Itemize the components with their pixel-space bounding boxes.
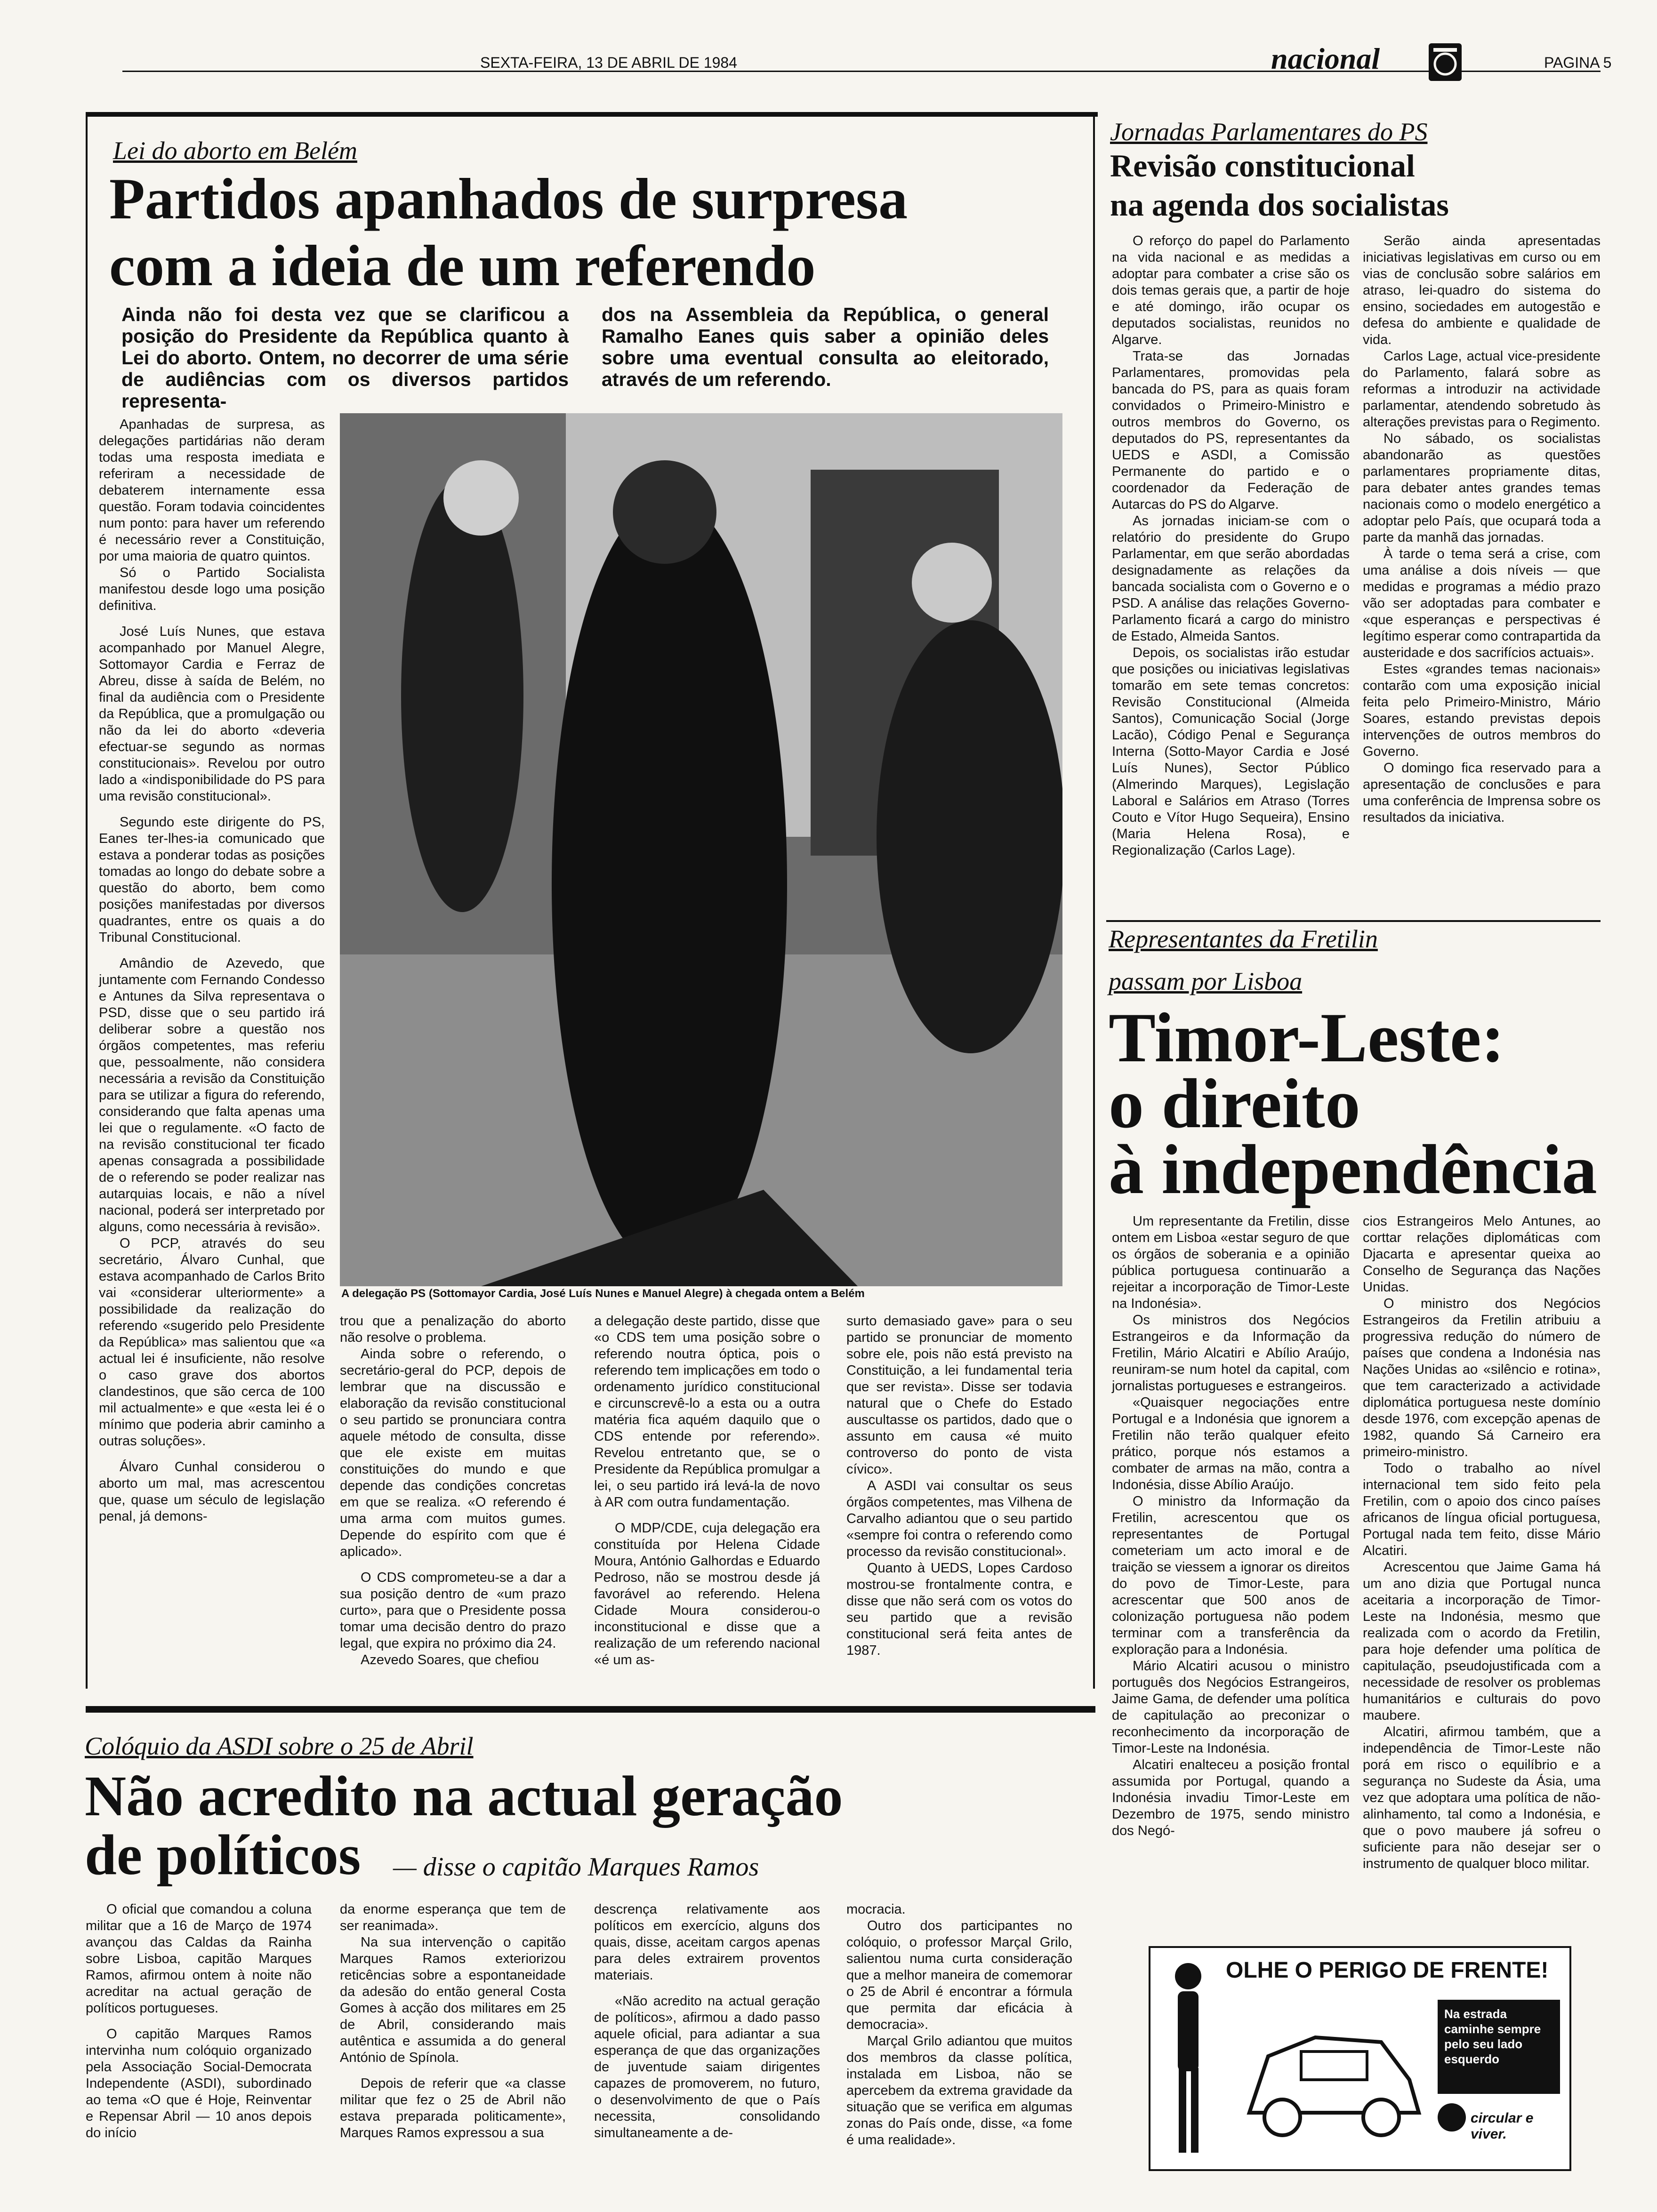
paragraph: As jornadas iniciam-se com o relatório do presidente do Grupo Parlamentar, em que serão abordadas designadamente as relações da bancada socialista com o Governo e o PSD. A análise das relações Governo-Parlamento ficará a cargo do ministro de Estado, Almeida Santos. (1112, 513, 1350, 644)
paragraph: cios Estrangeiros Melo Antunes, ao corttar relações diplomáticas com Djacarta e apresentar queixa ao Conselho de Segurança das Nações Unidas. (1363, 1214, 1601, 1295)
paragraph: O capitão Marques Ramos intervinha num colóquio organizado pela Associação Social-Democrata Independente (ASDI), subordinado ao tema «O que é Hoje, Reinventar e Repensar Abril — 10 anos depois do início (86, 2027, 312, 2140)
timor-column-2 (1363, 1213, 1601, 1872)
paragraph: descrença relativamente aos políticos em exercício, alguns dos quais, disse, aceitam cargos apenas para deles extrairem proventos materiais. (594, 1902, 820, 1983)
main-headline-1: Partidos apanhados de surpresa (109, 167, 908, 231)
paragraph: Amândio de Azevedo, que juntamente com Fernando Condesso e Antunes da Silva representava o PSD, disse que o seu partido irá deliberar sobre a questão nos órgãos competentes, mas referiu que, pessoalmente, não considera necessária a revisão da Constituição para se utilizar a figura do referendo, considerando que falta apenas uma lei que o regulamente. «O facto de na revisão constitucional ter ficado apenas consagrada a possibilidade de o referendo se poder realizar nas autarquias locais, e não a nível nacional, poderá ser interpretado por alguns, como necessária à revisão». (99, 956, 325, 1234)
ad-logo-icon (1438, 2103, 1466, 2132)
paragraph: Alcatiri enalteceu a posição frontal assumida por Portugal, quando a Indonésia invadiu Timor-Leste em Dezembro de 1975, sendo ministro dos Negó- (1112, 1757, 1350, 1838)
paragraph: O PCP, através do seu secretário, Álvaro Cunhal, que estava acompanhado de Carlos Brito vai «considerar ulteriormente» a possibilidade da realização do referendo «sugerido pelo Presidente da República» mas salientou que «a actual lei é insuficiente, não resolve o caso grave dos abortos clandestinos, que são cerca de 100 mil actualmente» e que «esta lei é o mínimo que poderia abrir caminho a outras soluções». (99, 1236, 325, 1449)
timor-headline-2: o direito (1109, 1065, 1360, 1143)
paragraph: Depois de referir que «a classe militar que fez o 25 de Abril não estava preparada politicamente», Marques Ramos expressou a sua (340, 2076, 566, 2140)
paragraph: O ministro dos Negócios Estrangeiros da Fretilin atribuiu a progressiva redução do número de países que condena a Indonésia nas Nações Unidas ao «silêncio e rotina», que tem caracterizado a actividade diplomática portuguesa neste domínio desde 1976, com excepção apenas de 1982, quando Sá Carneiro era primeiro-ministro. (1363, 1296, 1601, 1459)
paragraph: mocracia. (846, 1902, 906, 1917)
paragraph: a delegação deste partido, disse que «o CDS tem uma posição sobre o referendo noutra óptica, pois o referendo tem implicações em todo o ordenamento jurídico constitucional e circunscrevê-lo a esta ou a outra matéria fica aquém daquilo que o CDS entende por referendo». Revelou entretanto que, se o Presidente da República promulgar a lei, o seu partido irá levá-la de novo à AR com outra fundamentação. (594, 1314, 820, 1510)
paragraph: O oficial que comandou a coluna militar que a 16 de Março de 1974 avançou das Caldas da Rainha sobre Lisboa, capitão Marques Ramos, afirmou ontem à noite não acreditar na actual geração de políticos portugueses. (86, 1902, 312, 2016)
paragraph: Um representante da Fretilin, disse ontem em Lisboa «estar seguro de que os órgãos de soberania e a opinião pública portuguesa continuarão a rejeitar a incorporação de Timor-Leste na Indonésia». (1112, 1214, 1350, 1311)
main-headline-2: com a ideia de um referendo (109, 233, 816, 298)
paragraph: Mário Alcatiri acusou o ministro português dos Negócios Estrangeiros, Jaime Gama, de defender uma política de capitulação ao preconizar o reconhecimento da incorporação de Timor-Leste na Indonésia. (1112, 1659, 1350, 1756)
paragraph: A ASDI vai consultar os seus órgãos competentes, mas Vilhena de Carvalho adiantou que o seu partido «sempre foi contra o referendo como processo da revisão constitucional». (846, 1478, 1072, 1559)
timor-headline-3: à independência (1109, 1130, 1597, 1209)
paragraph: Acrescentou que Jaime Gama há um ano dizia que Portugal nunca aceitaria a incorporação de Timor-Leste na Indonésia, mesmo que realizada com o acordo da Fretilin, para hoje defender uma política de capitulação, pseudojustificada com a necessidade de resolver os problemas humanitários e culturais do povo maubere. (1363, 1560, 1601, 1723)
paragraph: Marçal Grilo adiantou que muitos dos membros da classe política, instalada em Lisboa, não se apercebem da extrema gravidade da situação que se verifica em algumas zonas do País onde, disse, «a fome é uma realidade». (846, 2034, 1072, 2148)
paragraph: Os ministros dos Negócios Estrangeiros e da Informação da Fretilin, Mário Alcatiri e Abílio Araújo, reuniram-se num hotel da capital, com jornalistas portugueses e estrangeiros. (1112, 1313, 1350, 1394)
paragraph: José Luís Nunes, que estava acompanhado por Manuel Alegre, Sottomayor Cardia e Ferraz de Abreu, disse à saída de Belém, no final da audiência com o Presidente da República, que a promulgação ou não da lei do aborto «deveria efectuar-se segundo as normas constitucionais». Revelou por outro lado a «indisponibilidade do PS para uma revisão constitucional». (99, 624, 325, 804)
paragraph: Outro dos participantes no colóquio, o professor Marçal Grilo, salientou numa curta consideração que a melhor maneira de comemorar o 25 de Abril é encontrar a fórmula que permita dar eficácia à democracia». (846, 1918, 1072, 2032)
paragraph: da enorme esperança que tem de ser reanimada». (340, 1902, 566, 1933)
timor-column-1 (1112, 1213, 1350, 1839)
ps-bottom-rule (1106, 920, 1601, 922)
asdi-kicker: Colóquio da ASDI sobre o 25 de Abril (85, 1732, 474, 1760)
paragraph: Só o Partido Socialista manifestou desde logo uma posição definitiva. (99, 565, 325, 613)
ps-headline-2: na agenda dos socialistas (1110, 187, 1449, 223)
paragraph: O CDS comprometeu-se a dar a sua posição dentro de «um prazo curto», para que o Presidente possa tomar uma decisão dentro do prazo legal, que expira no próximo dia 24. (340, 1570, 566, 1651)
paragraph: surto demasiado gave» para o seu partido se pronunciar de momento sobre ele, pois não está previsto na Constituição, a lei fundamental teria que ser revista». Disse ser todavia natural que o Chefe do Estado auscultasse os partidos, dado que o assunto em causa «é muito controverso do ponto de vista cívico». (846, 1314, 1072, 1477)
main-kicker: Lei do aborto em Belém (113, 136, 357, 165)
main-top-rule (86, 112, 1098, 117)
timor-headline-1: Timor-Leste: (1109, 999, 1505, 1077)
car-icon (1231, 2000, 1428, 2150)
photo-caption: A delegação PS (Sottomayor Cardia, José Luís Nunes e Manuel Alegre) à chegada ontem a Belém (341, 1287, 865, 1300)
page-number: PAGINA 5 (1544, 54, 1612, 71)
masthead-date: SEXTA-FEIRA, 13 DE ABRIL DE 1984 (480, 54, 737, 71)
asdi-column-4 (846, 1901, 1072, 2148)
paragraph: Azevedo Soares, que chefiou (361, 1652, 539, 1667)
paragraph: O ministro da Informação da Fretilin, acrescentou que os representantes de Portugal cometeriam um acto imoral e de traição se viessem a ignorar os direitos do povo de Timor-Leste, para acrescentar que 500 anos de colonização portuguesa não podem terminar com a transferência da exploração para a Indonésia. (1112, 1494, 1350, 1657)
ps-column-2 (1363, 233, 1601, 826)
asdi-column-3 (594, 1901, 820, 2141)
paragraph: No sábado, os socialistas abandonarão as questões parlamentares propriamente ditas, para debater antes grandes temas nacionais como o modelo energético a adoptar pelo País, que ocupará toda a parte da manhã das jornadas. (1363, 431, 1601, 545)
paragraph: Apanhadas de surpresa, as delegações partidárias não deram todas uma resposta imediata e referiram a necessidade de debaterem internamente essa questão. Foram todavia coincidentes num ponto: para haver um referendo é necessário rever a Constituição, por uma maioria de quatro quintos. (99, 417, 325, 564)
paragraph: Trata-se das Jornadas Parlamentares, promovidas pela bancada do PS, para as quais foram convidados o Primeiro-Ministro e outros membros do Governo, os deputados do PS, representantes da UEDS e ASDI, a Comissão Permanente do partido e o coordenador da Federação de Autarcas do PS do Algarve. (1112, 349, 1350, 512)
main-right-rule (1093, 112, 1095, 1689)
paragraph: Quanto à UEDS, Lopes Cardoso mostrou-se frontalmente contra, e disse que não será com os votos do seu partido que a revisão constitucional será feita antes de 1987. (846, 1561, 1072, 1658)
paragraph: Depois, os socialistas irão estudar que posições ou iniciativas legislativas tomarão em sete temas concretos: Revisão Constitucional (Almeida Santos), Comunicação Social (Jorge Lacão), Código Penal e Segurança Interna (Sotto-Mayor Cardia e José Luís Nunes), Sector Público (Almerindo Marques), Legislação Laboral e Salários em Atraso (Torres Couto e Vítor Hugo Sequeira), Ensino (Maria Helena Rosa), e Regionalização (Carlos Lage). (1112, 645, 1350, 858)
paragraph: O domingo fica reservado para a apresentação de conclusões e para uma conferência de Imprensa sobre os resultados da iniciativa. (1363, 761, 1601, 825)
paragraph: «Não acredito na actual geração de políticos», afirmou a dado passo aquele oficial, para adiantar a sua esperança de que das organizações de juventude saiam dirigentes capazes de promoverem, no futuro, o desenvolvimento de que o País necessita, consolidando simultaneamente a de- (594, 1994, 820, 2140)
asdi-column-2 (340, 1901, 566, 2141)
main-bottom-rule (86, 1706, 1095, 1713)
paragraph: trou que a penalização do aborto não resolve o problema. (340, 1314, 566, 1345)
timor-kicker-1: Representantes da Fretilin (1109, 925, 1378, 953)
main-left-rule (86, 112, 88, 1689)
ad-headline: OLHE O PERIGO DE FRENTE! (1226, 1958, 1549, 1983)
section-logo-icon (1429, 43, 1462, 81)
paragraph: «Quaisquer negociações entre Portugal e a Indonésia que ignorem a Fretilin não terão qualquer efeito prático, porque nós estamos a combater de armas na mão, contra a Indonésia, disse Abílio Araújo. (1112, 1395, 1350, 1492)
paragraph: Serão ainda apresentadas iniciativas legislativas em curso ou em vias de conclusão sobre salários em atraso, lei-quadro do sistema do ensino, sociedades em autogestão e defesa do ambiente e qualidade de vida. (1363, 233, 1601, 347)
paragraph: Na sua intervenção o capitão Marques Ramos exteriorizou reticências sobre a espontaneidade da adesão do então general Costa Gomes à acção dos militares em 25 de Abril, considerando mais autêntica e assumida a do general António de Spínola. (340, 1935, 566, 2065)
road-safety-ad (1149, 1946, 1571, 2171)
asdi-headline-2: de políticos (85, 1823, 361, 1887)
main-deck-left: Ainda não foi desta vez que se clarificou a posição do Presidente da República quanto à Lei do aborto. Ontem, no decorrer de uma série de audiências com os diversos partidos representa- (121, 304, 569, 412)
main-column-1 (99, 417, 325, 1525)
paragraph: Carlos Lage, actual vice-presidente do Parlamento, falará sobre as reformas a introduzir na actividade parlamentar, atendendo sobretudo às alterações previstas para o Regimento. (1363, 349, 1601, 430)
ad-logo-text: circular e viver. (1471, 2110, 1534, 2142)
ps-kicker: Jornadas Parlamentares do PS (1110, 118, 1428, 146)
ps-column-1 (1112, 233, 1350, 859)
ps-headline-1: Revisão constitucional (1110, 148, 1415, 184)
article-photo (340, 413, 1062, 1286)
paragraph: Ainda sobre o referendo, o secretário-geral do PCP, depois de lembrar que na discussão e elaboração da revisão constitucional o seu partido se pronunciara contra aquele método de consulta, disse que ele existe em muitas constituições do mundo e que depende das condições concretas em que se realiza. «O referendo é uma arma com muitos gumes. Depende do espírito com que é aplicado». (340, 1346, 566, 1559)
main-deck-right: dos na Assembleia da República, o general Ramalho Eanes quis saber a opinião deles sobre uma eventual consulta ao eleitorado, através de um referendo. (602, 304, 1049, 390)
timor-kicker-2: passam por Lisboa (1109, 967, 1303, 995)
asdi-headline-1: Não acredito na actual geração (85, 1764, 843, 1828)
main-column-2 (340, 1313, 566, 1668)
paragraph: Alcatiri, afirmou também, que a independência de Timor-Leste não porá em risco o equilíbrio e a segurança no Sudeste da Ásia, uma vez que adoptara uma política de não-alinhamento, tal como a Indonésia, e que o povo maubere já sofreu o suficiente para não desejar ser o instrumento de qualquer bloco militar. (1363, 1724, 1601, 1871)
asdi-byline: — disse o capitão Marques Ramos (393, 1852, 759, 1882)
paragraph: Álvaro Cunhal considerou o aborto um mal, mas acrescentou que, quase um século de legislação penal, já demons- (99, 1459, 325, 1524)
ad-body: Na estrada caminhe sempre pelo seu lado esquerdo (1438, 2000, 1560, 2094)
main-column-3 (594, 1313, 820, 1668)
paragraph: À tarde o tema será a crise, com uma análise a dois níveis — que medidas e programas a médio prazo vão ser adoptadas para combater e «que esperanças e perspectivas é legítimo esperar como contrapartida da austeridade e dos sacrifícios actuais». (1363, 546, 1601, 660)
paragraph: Estes «grandes temas nacionais» contarão com uma exposição inicial feita pelo Primeiro-Ministro, Mário Soares, estando previstas depois intervenções de outros membros do Governo. (1363, 662, 1601, 759)
asdi-column-1 (86, 1901, 312, 2141)
pedestrian-icon (1160, 1957, 1216, 2160)
masthead-section: nacional (1271, 42, 1380, 75)
paragraph: O reforço do papel do Parlamento na vida nacional e as medidas a adoptar para combater a crise são os dois temas gerais que, a partir de hoje e até domingo, irão ocupar os deputados socialistas, reunidos no Algarve. (1112, 233, 1350, 347)
paragraph: Todo o trabalho ao nível internacional tem sido feito pela Fretilin, com o apoio dos cinco países africanos de língua oficial portuguesa, Portugal nada tem feito, disse Mário Alcatiri. (1363, 1461, 1601, 1558)
paragraph: Segundo este dirigente do PS, Eanes ter-lhes-ia comunicado que estava a ponderar todas as posições tomadas ao longo do debate sobre a questão do aborto, bem como posições manifestadas por diversos quadrantes, entre os quais a do Tribunal Constitucional. (99, 815, 325, 945)
main-column-4 (846, 1313, 1072, 1659)
paragraph: O MDP/CDE, cuja delegação era constituída por Helena Cidade Moura, António Galhordas e Eduardo Pedroso, não se mostrou desde já favorável ao referendo. Helena Cidade Moura considerou-o inconstitucional e disse que a realização de um referendo nacional «é um as- (594, 1521, 820, 1667)
